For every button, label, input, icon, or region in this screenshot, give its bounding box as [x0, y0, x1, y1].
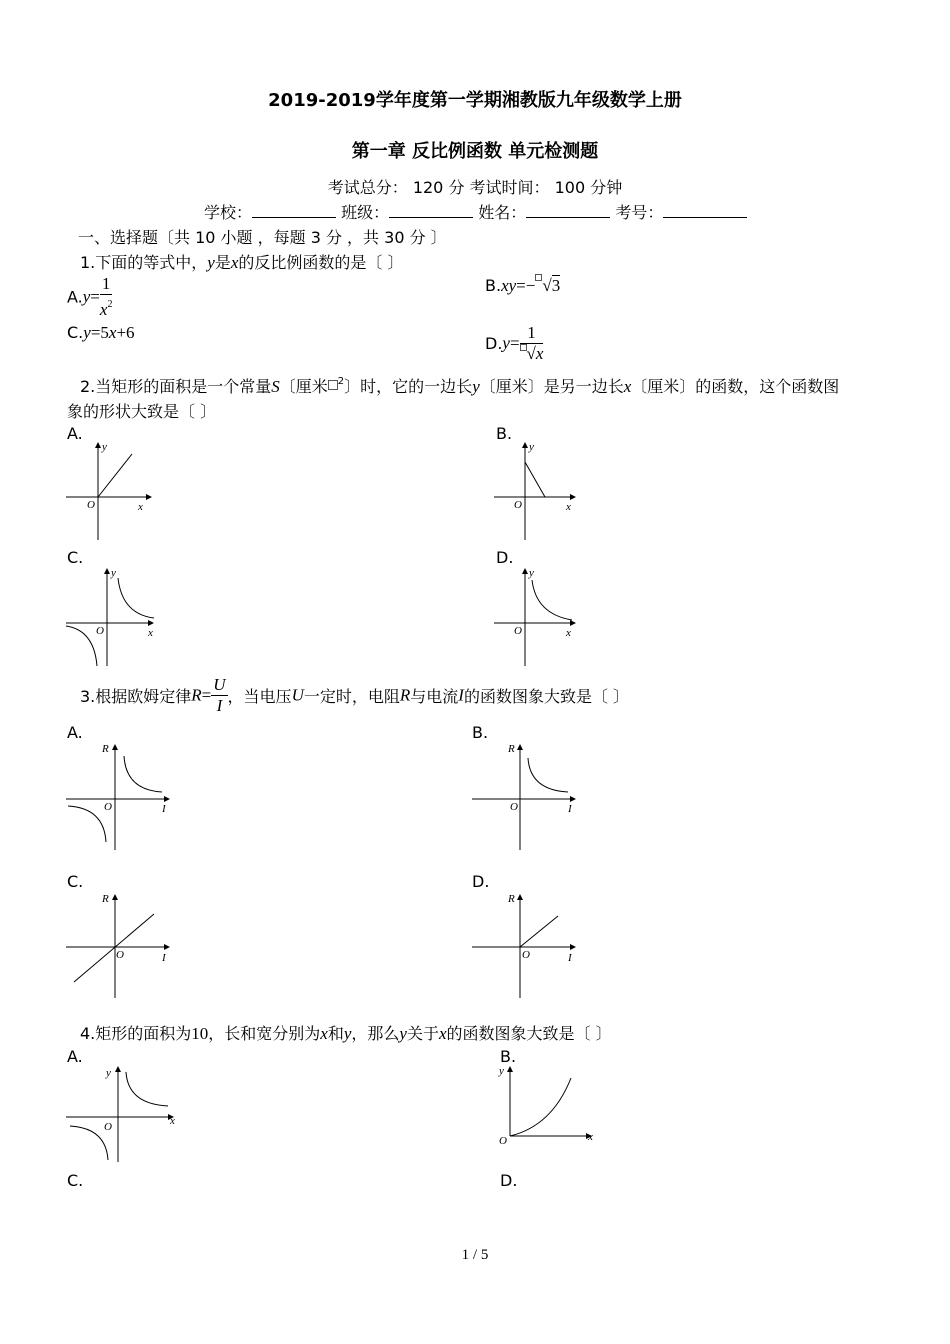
origin-label: O	[87, 499, 95, 511]
y-axis-label: y	[529, 441, 534, 453]
y-axis-label: y	[106, 1067, 111, 1079]
school-blank	[252, 204, 336, 218]
y-axis-label: R	[102, 743, 109, 755]
q2-graph-a	[66, 440, 156, 542]
radical-sign: √	[542, 276, 552, 295]
name-label: 姓名：	[478, 203, 527, 222]
y-axis-arrow-icon	[104, 568, 110, 574]
y-axis-arrow-icon	[507, 1066, 513, 1072]
origin-label: O	[104, 801, 112, 813]
hyperbola-branch-q1	[124, 756, 162, 792]
x-axis-arrow-icon	[164, 944, 170, 950]
y-axis-arrow-icon	[522, 442, 528, 448]
q2-option-c-label: C.	[67, 548, 84, 567]
school-label: 学校：	[204, 203, 253, 222]
origin-label: O	[104, 1121, 112, 1133]
student-info-row	[204, 200, 747, 223]
x-axis-arrow-icon	[570, 620, 576, 626]
q3-graph-a	[66, 740, 181, 852]
q3-option-a-label: A.	[67, 723, 83, 742]
q2-graph-d	[494, 566, 584, 668]
q2-option-d-label: D.	[496, 548, 514, 567]
x-axis-label: x	[170, 1115, 175, 1127]
hyperbola-branch-q1	[528, 758, 568, 792]
number-label: 考号：	[615, 203, 664, 222]
page-subtitle: 第一章 反比例函数 单元检测题	[351, 141, 599, 162]
y-axis-arrow-icon	[517, 744, 523, 750]
x-axis-arrow-icon	[148, 620, 154, 626]
q4-graph-b	[496, 1064, 601, 1152]
y-axis-label: R	[508, 893, 515, 905]
placeholder-box-icon	[328, 380, 338, 390]
q2-graph-b	[494, 440, 584, 542]
hyperbola-branch-q3	[70, 1126, 108, 1160]
x-axis-label: I	[162, 803, 166, 815]
x-axis-label: x	[566, 627, 571, 639]
origin-label: O	[514, 499, 522, 511]
placeholder-box-icon	[520, 344, 527, 351]
x-axis-label: x	[566, 501, 571, 513]
q1-a-fraction: $\frac{1}{x^2}$	[99, 274, 113, 319]
origin-label: O	[510, 801, 518, 813]
x-axis-arrow-icon	[570, 796, 576, 802]
origin-label: O	[96, 625, 104, 637]
x-axis-arrow-icon	[570, 944, 576, 950]
q1-stem: 1.下面的等式中，y是x的反比例函数的是〔 〕	[80, 253, 404, 272]
y-axis-arrow-icon	[95, 442, 101, 448]
q4-stem: 4.矩形的面积为10，长和宽分别为x和y，那么y关于x的函数图象大致是〔 〕	[80, 1024, 612, 1043]
q2-stem: 2.当矩形的面积是一个常量S〔厘米 $^2$〕时，它的一边长y〔厘米〕是另一边长x〔厘米〕的函数，这个函数图	[80, 376, 840, 396]
graph-curve	[510, 1078, 571, 1136]
y-axis-label: R	[102, 893, 109, 905]
q3-option-c-label: C.	[67, 872, 84, 891]
x-axis-arrow-icon	[164, 796, 170, 802]
graph-line	[98, 454, 132, 497]
page-title: 2019-2019学年度第一学期湘教版九年级数学上册	[268, 90, 682, 111]
x-axis-label: I	[162, 952, 166, 964]
q3-stem: 3.根据欧姆定律R= $\frac{U}{I}$ ，当电压U一定时，电阻R与电流I的函数图象大致是〔 〕	[80, 675, 630, 715]
x-axis-arrow-icon	[146, 494, 152, 500]
q2-graph-c	[66, 566, 161, 668]
hyperbola-branch-q1	[532, 580, 572, 620]
radical-sign: √	[526, 344, 536, 363]
y-axis-label: y	[111, 567, 116, 579]
q4-option-a-label: A.	[67, 1047, 83, 1066]
origin-label: O	[116, 949, 124, 961]
origin-label: O	[522, 949, 530, 961]
q3-fraction: $\frac{U}{I}$	[213, 675, 226, 715]
number-blank	[663, 204, 747, 218]
q3-option-b-label: B.	[472, 723, 489, 742]
graph-line	[74, 914, 154, 982]
q4-graph-a	[66, 1064, 186, 1164]
y-axis-label: y	[529, 567, 534, 579]
q2-option-b-label: B.	[496, 424, 513, 443]
q1-d-fraction: $\frac{1}{√x}$	[520, 323, 544, 364]
hyperbola-branch-q1	[126, 1072, 168, 1106]
y-axis-label: y	[499, 1065, 504, 1077]
x-axis-label: I	[568, 803, 572, 815]
y-axis-label: R	[508, 743, 515, 755]
q3-graph-c	[66, 890, 181, 1002]
graph-line	[520, 916, 558, 947]
x-axis-label: x	[138, 501, 143, 513]
class-label: 班级：	[341, 203, 390, 222]
hyperbola-branch-q3	[68, 806, 106, 842]
y-axis-arrow-icon	[112, 894, 118, 900]
q1-option-d: D.y= $\frac{1}{√x}$	[485, 323, 544, 363]
q1-option-a: A.y= $\frac{1}{x^2}$	[67, 274, 113, 319]
q1-option-c: C.y=5x+6	[67, 323, 135, 342]
x-axis-label: x	[588, 1131, 593, 1143]
x-axis-label: x	[148, 627, 153, 639]
q4-option-c-label: C.	[67, 1171, 84, 1190]
origin-label: O	[514, 625, 522, 637]
x-axis-arrow-icon	[570, 494, 576, 500]
y-axis-arrow-icon	[517, 894, 523, 900]
page-number: 1 / 5	[461, 1247, 489, 1263]
name-blank	[526, 204, 610, 218]
y-axis-arrow-icon	[115, 1066, 121, 1072]
q3-graph-d	[472, 890, 587, 1002]
y-axis-arrow-icon	[112, 744, 118, 750]
y-axis-label: y	[102, 441, 107, 453]
q4-option-b-label: B.	[500, 1047, 517, 1066]
q3-option-d-label: D.	[472, 872, 490, 891]
graph-line	[525, 462, 545, 497]
hyperbola-branch-q1	[118, 578, 154, 618]
q2-stem-line2: 象的形状大致是〔 〕	[67, 402, 217, 421]
section-heading: 一、选择题〔共 10 小题 ，每题 3 分 ，共 30 分 〕	[78, 228, 447, 247]
x-axis-label: I	[568, 952, 572, 964]
q1-option-b: B.xy=− √3	[485, 276, 561, 295]
class-blank	[389, 204, 473, 218]
origin-label: O	[499, 1135, 507, 1147]
q2-option-a-label: A.	[67, 424, 83, 443]
q4-option-d-label: D.	[500, 1171, 518, 1190]
exam-info: 考试总分： 120 分 考试时间： 100 分钟	[327, 178, 623, 197]
q3-graph-b	[472, 740, 587, 852]
hyperbola-branch-q3	[66, 626, 97, 666]
y-axis-arrow-icon	[522, 568, 528, 574]
